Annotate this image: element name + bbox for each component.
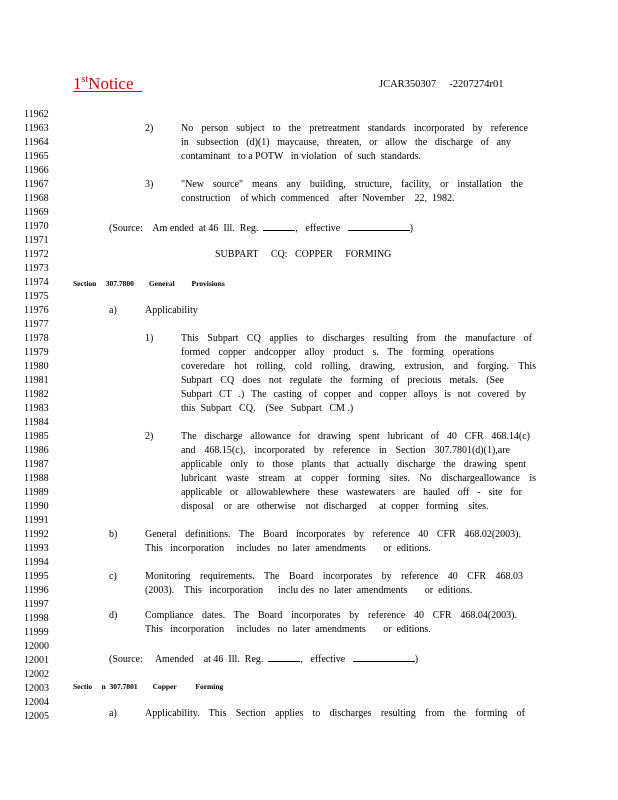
line-number: 11990 (24, 501, 49, 512)
line-number: 11995 (24, 571, 49, 582)
text-line: Monitoring requirements. The Board incorporates by reference 40 CFR 468.03 (145, 571, 523, 582)
line-number: 11974 (24, 277, 49, 288)
text-line: Compliance dates. The Board incorporates by reference 40 CFR 468.04(2003). (145, 610, 517, 621)
line-number: 11980 (24, 361, 49, 372)
line-number: 11984 (24, 417, 49, 428)
line-number: 12000 (24, 641, 49, 652)
text-line: coveredare hot rolling, cold rolling, drawing, extrusion, and forging. This (181, 361, 536, 372)
line-number: 11996 (24, 585, 49, 596)
item-marker: a) (109, 708, 117, 719)
line-number: 11972 (24, 249, 49, 260)
line-number: 11975 (24, 291, 49, 302)
line-number: 12001 (24, 655, 49, 666)
section-heading: Section 307.7800 General Provisions (73, 279, 225, 288)
text-line: No person subject to the pretreatment standards incorporated by reference (181, 123, 528, 134)
line-number: 11971 (24, 235, 49, 246)
line-number: 11970 (24, 221, 49, 232)
line-number: 11978 (24, 333, 49, 344)
line-number: 11962 (24, 109, 49, 120)
line-number: 11981 (24, 375, 49, 386)
text-line: The discharge allowance for drawing spent lubricant of 40 CFR 468.14(c) (181, 431, 530, 442)
item-marker: 2) (145, 431, 154, 442)
text-line: Subpart CQ does not regulate the forming of precious metals. (See (181, 375, 504, 386)
text-line: This incorporation includes no later amendments or editions. (145, 624, 431, 635)
line-number: 11991 (24, 515, 49, 526)
line-number: 12003 (24, 683, 49, 694)
line-number: 11967 (24, 179, 49, 190)
line-number: 11968 (24, 193, 49, 204)
item-marker: 2) (145, 123, 154, 134)
line-number: 11969 (24, 207, 49, 218)
line-number: 11976 (24, 305, 49, 316)
line-number: 11977 (24, 319, 49, 330)
text-line: applicable only to those plants that actually discharge the drawing spent (181, 459, 526, 470)
item-marker: 1) (145, 333, 154, 344)
text-line: this Subpart CQ. (See Subpart CM .) (181, 403, 354, 414)
line-number: 11985 (24, 431, 49, 442)
item-marker: 3) (145, 179, 154, 190)
text-line: This Subpart CQ applies to discharges resulting from the manufacture of (181, 333, 532, 344)
line-number: 12004 (24, 697, 49, 708)
source-note: (Source: Amended at 46 Ill. Reg. , effective ) (109, 654, 419, 665)
text-line: This incorporation includes no later amendments or editions. (145, 543, 431, 554)
line-number: 11994 (24, 557, 49, 568)
line-number: 11964 (24, 137, 49, 148)
item-marker: d) (109, 610, 118, 621)
line-number: 11986 (24, 445, 49, 456)
text-line: applicable or allowablewhere these wastewaters are hauled off - site for (181, 487, 522, 498)
line-number: 11966 (24, 165, 49, 176)
notice-label: 1stNotice (73, 74, 134, 93)
text-line: Applicability. This Section applies to discharges resulting from the forming of (145, 708, 525, 719)
section-heading: Sectio n 307.7801 Copper Forming (73, 682, 224, 691)
line-number: 11988 (24, 473, 49, 484)
item-marker: c) (109, 571, 117, 582)
line-number: 12005 (24, 711, 49, 722)
line-number: 11979 (24, 347, 49, 358)
document-id: JCAR350307 -2207274r01 (379, 79, 504, 90)
line-number: 11989 (24, 487, 49, 498)
text-line: "New source" means any building, structure, facility, or installation the (181, 179, 523, 190)
line-number: 11973 (24, 263, 49, 274)
item-marker: a) (109, 305, 117, 316)
text-line: General definitions. The Board incorporates by reference 40 CFR 468.02(2003). (145, 529, 521, 540)
text-line: lubricant waste stream at copper forming sites. No dischargeallowance is (181, 473, 536, 484)
subpart-heading: SUBPART CQ: COPPER FORMING (215, 249, 392, 260)
text-line: (2003). This incorporation inclu des no later amendments or editions. (145, 585, 473, 596)
text-line: and 468.15(c), incorporated by reference in Section 307.7801(d)(1),are (181, 445, 510, 456)
line-number: 11987 (24, 459, 49, 470)
line-number: 11965 (24, 151, 49, 162)
text-line: disposal or are otherwise not discharged at copper forming sites. (181, 501, 489, 512)
item-marker: b) (109, 529, 118, 540)
line-number: 11998 (24, 613, 49, 624)
blank-line (348, 221, 410, 231)
text-line: in subsection (d)(1) maycause, threaten, or allow the discharge of any (181, 137, 511, 148)
text-line: formed copper andcopper alloy product s. The forming operations (181, 347, 494, 358)
line-number: 11999 (24, 627, 49, 638)
text-line: Subpart CT .) The casting of copper and copper alloys is not covered by (181, 389, 526, 400)
line-number: 11963 (24, 123, 49, 134)
line-number: 11983 (24, 403, 49, 414)
text-line: contaminant to a POTW in violation of such standards. (181, 151, 422, 162)
blank-line (268, 652, 300, 662)
source-note: (Source: Am ended at 46 Ill. Reg. , effective ) (109, 223, 414, 234)
line-number: 11992 (24, 529, 49, 540)
blank-line (353, 652, 415, 662)
line-number: 11997 (24, 599, 49, 610)
line-number: 11982 (24, 389, 49, 400)
text-line: construction of which commenced after November 22, 1982. (181, 193, 455, 204)
blank-line (263, 221, 295, 231)
text-line: Applicability (145, 305, 198, 316)
line-number: 12002 (24, 669, 49, 680)
line-number: 11993 (24, 543, 49, 554)
